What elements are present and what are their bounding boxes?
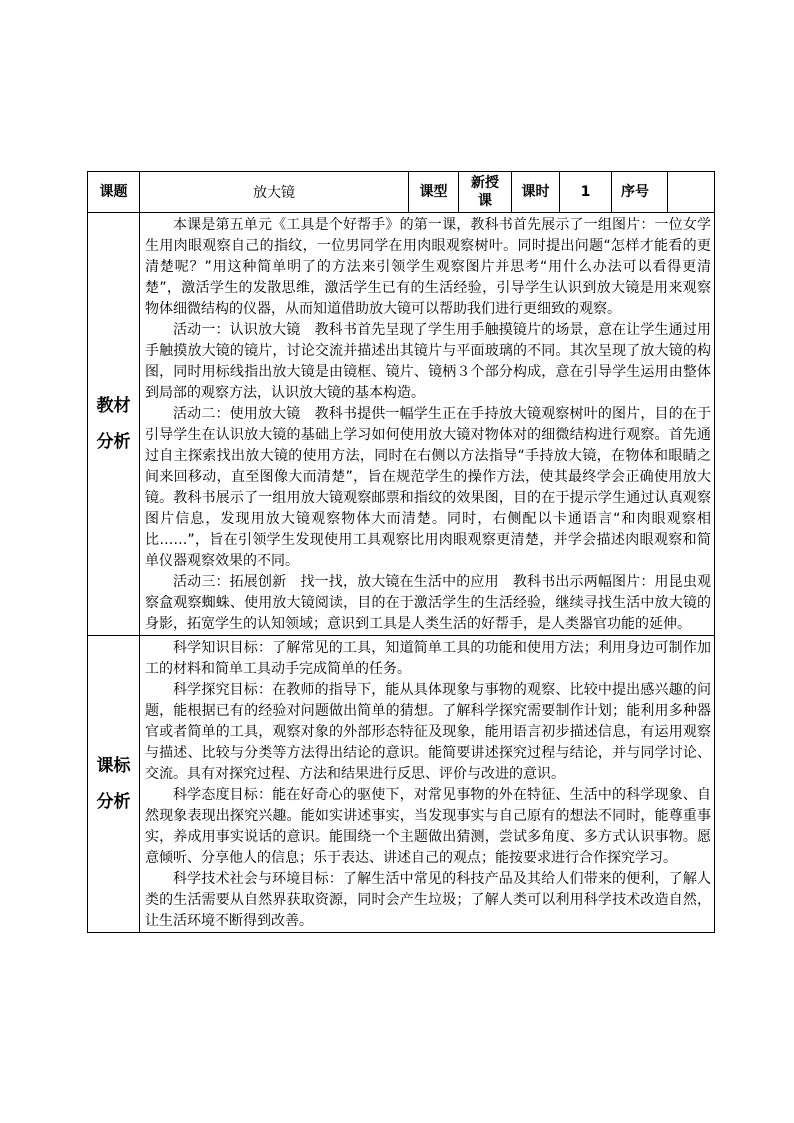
- lesson-plan-table: [87, 171, 715, 933]
- textbook-paragraph: 本课是第五单元《工具是个好帮手》的第一课，教科书首先展示了一组图片：一位女学生用肉眼观察自己的指纹，一位男同学在用肉眼观察树叶。同时提出问题“怎样才能看的更清楚呢？”用这种简单明了的方法来引领学生观察图片并思考“用什么办法可以看得更清楚”，激活学生的发散思维，激活学生已有的生活经验，引导学生认识到放大镜是用来观察物体细微结构的仪器，从而知道借助放大镜可以帮助我们进行更细致的观察。: [145, 217, 711, 317]
- type-label: 课型: [409, 172, 459, 213]
- standards-analysis-label: [88, 636, 140, 933]
- hours-label: 课时: [512, 172, 560, 213]
- textbook-analysis-content: [140, 213, 715, 636]
- sequence-label: 序号: [612, 172, 668, 213]
- standards-paragraph: 科学态度目标：能在好奇心的驱使下，对常见事物的外在特征、生活中的科学现象、自然现象表现出探究兴趣。能如实讲述事实，当发现事实与自己原有的想法不同时，能尊重事实，养成用事实说话的意识。能围绕一个主题做出猜测，尝试多角度、多方式认识事物。愿意倾听、分享他人的信息；乐于表达、讲述自己的观点；能按要求进行合作探究学习。: [145, 787, 711, 866]
- standards-analysis-content: [140, 636, 715, 933]
- textbook-paragraph: 活动三：拓展创新 找一找，放大镜在生活中的应用 教科书出示两幅图片：用昆虫观察盒观察蜘蛛、使用放大镜阅读，目的在于激活学生的生活经验，继续寻找生活中放大镜的身影，拓宽学生的认知领域；意识到工具是人类生活的好帮手，是人类器官功能的延伸。: [145, 574, 711, 632]
- standards-paragraph: 科学知识目标：了解常见的工具，知道简单工具的功能和使用方法；利用身边可制作加工的材料和简单工具动手完成简单的任务。: [145, 640, 711, 677]
- textbook-paragraph: 活动二：使用放大镜 教科书提供一幅学生正在手持放大镜观察树叶的图片，目的在于引导学生在认识放大镜的基础上学习如何使用放大镜对物体对的细微结构进行观察。首先通过自主探索找出放大镜的使用方法，同时在右侧以方法指导“手持放大镜，在物体和眼睛之间来回移动，直至图像大而清楚”，旨在规范学生的操作方法，使其最终学会正确使用放大镜。教科书展示了一组用放大镜观察邮票和指纹的效果图，目的在于提示学生通过认真观察图片信息，发现用放大镜观察物体大而清楚。同时，右侧配以卡通语言“和肉眼观察相比……”，旨在引领学生发现使用工具观察比用肉眼观察更清楚，并学会描述肉眼观察和简单仪器观察效果的不同。: [145, 406, 711, 569]
- topic-value: 放大镜: [140, 172, 409, 213]
- header-row: [88, 172, 715, 213]
- standards-paragraph: 科学探究目标：在教师的指导下，能从具体现象与事物的观察、比较中提出感兴趣的问题，能根据已有的经验对问题做出简单的猜想。了解科学探究需要制作计划；能利用多种器官或者简单的工具，观察对象的外部形态特征及现象，能用语言初步描述信息，有运用观察与描述、比较与分类等方法得出结论的意识。能简要讲述探究过程与结论，并与同学讨论、交流。具有对探究过程、方法和结果进行反思、评价与改进的意识。: [145, 682, 711, 782]
- type-value: 新授课: [459, 172, 512, 213]
- sequence-value: [668, 172, 715, 213]
- standards-paragraph: 科学技术社会与环境目标：了解生活中常见的科技产品及其给人们带来的便利，了解人类的生活需要从自然界获取资源，同时会产生垃圾；了解人类可以利用科学技术改造自然，让生活环境不断得到改善。: [145, 871, 711, 929]
- topic-label: 课题: [88, 172, 140, 213]
- standards-analysis-label-line1: 课标: [96, 756, 131, 776]
- textbook-analysis-label-line2: 分析: [96, 432, 131, 452]
- textbook-analysis-row: [88, 213, 715, 636]
- standards-analysis-row: [88, 636, 715, 933]
- hours-value: 1: [560, 172, 612, 213]
- textbook-paragraph: 活动一：认识放大镜 教科书首先呈现了学生用手触摸镜片的场景，意在让学生通过用手触摸放大镜的镜片，讨论交流并描述出其镜片与平面玻璃的不同。其次呈现了放大镜的构图，同时用标线指出放大镜是由镜框、镜片、镜柄３个部分构成，意在引导学生运用由整体到局部的观察方法，认识放大镜的基本构造。: [145, 322, 711, 401]
- textbook-analysis-label-line1: 教材: [96, 396, 131, 416]
- standards-analysis-label-line2: 分析: [96, 792, 131, 812]
- textbook-analysis-label: [88, 213, 140, 636]
